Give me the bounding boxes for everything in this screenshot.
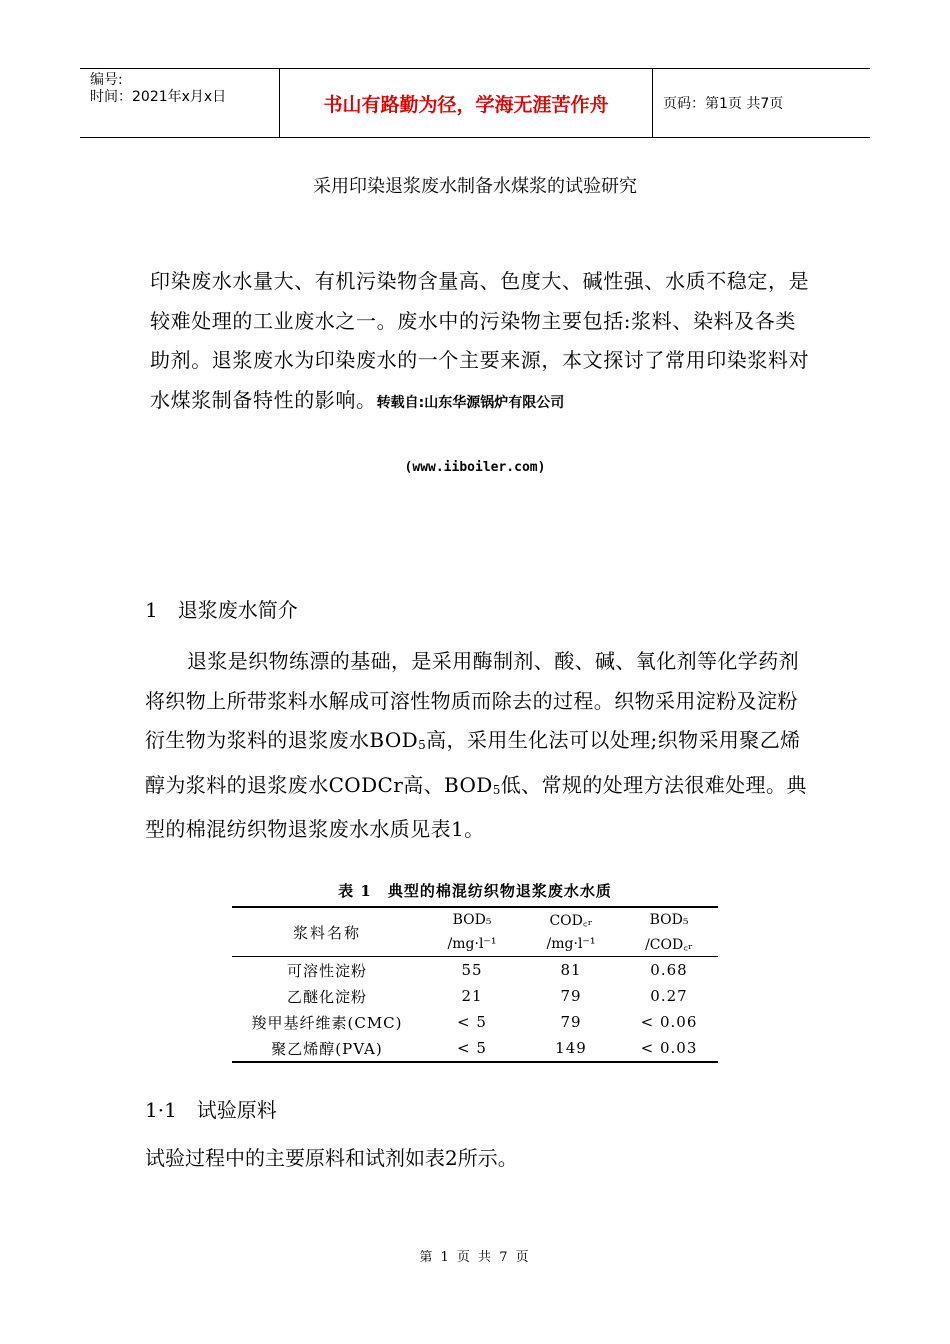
section-heading-1: 1 退浆废水简介 [145, 598, 298, 622]
header-number: 编号: [90, 72, 123, 88]
table-1 [232, 878, 718, 1063]
cell-ratio: 0.27 [650, 987, 688, 1005]
subscript-5: 5 [492, 782, 501, 797]
table-row [232, 1035, 718, 1062]
header-motto: 书山有路勤为径，学海无涯苦作舟 [280, 69, 653, 137]
header-page-info: 页码：第1页 共7页 [663, 96, 784, 112]
page-footer: 第 1 页 共 7 页 [419, 1250, 531, 1265]
table-row [232, 957, 718, 984]
col-name-header: 浆料名称 [292, 923, 361, 942]
table-row [232, 1009, 718, 1035]
page-header [80, 68, 870, 138]
section-1-paragraph [145, 642, 810, 850]
col-cod-unit: /mg·l⁻¹ [546, 936, 596, 952]
cell-cod: 81 [560, 961, 582, 979]
cell-bod: 55 [461, 961, 483, 979]
cell-bod: < 5 [457, 1013, 487, 1031]
paragraph-text-2: 高，采用生化法可以处理;织物采用聚乙烯醇为浆料的退浆废水CODCr高、BOD [145, 728, 801, 797]
cell-cod: 149 [555, 1039, 587, 1057]
paragraph-text-3: 低、常规的处理方法很难处理。典型的棉混纺织物退浆废水水质见表1。 [145, 772, 807, 841]
source-label: 转载自:山东华源锅炉有限公司 [376, 394, 565, 411]
subscript-5: 5 [418, 738, 427, 752]
cell-name: 乙醚化淀粉 [286, 987, 367, 1006]
col-bod-header: BOD₅ [452, 912, 492, 928]
abstract-paragraph [150, 262, 810, 423]
header-time: 时间：2021年x月x日 [90, 89, 227, 105]
col-ratio-unit: /COD꜀ᵣ [645, 936, 693, 953]
cell-ratio: 0.68 [650, 961, 688, 979]
cell-name: 聚乙烯醇(PVA) [271, 1039, 383, 1058]
cell-bod: < 5 [457, 1039, 487, 1057]
cell-cod: 79 [560, 987, 582, 1005]
col-ratio-header: BOD₅ [649, 912, 689, 928]
col-bod-unit: /mg·l⁻¹ [447, 936, 497, 952]
table-row [232, 983, 718, 1009]
abstract-text: 印染废水水量大、有机污染物含量高、色度大、碱性强、水质不稳定，是较难处理的工业废水之一。废水中的污染物主要包括:浆料、染料及各类助剂。退浆废水为印染废水的一个主要来源，本文探讨了常用印染浆料对水煤浆制备特性的影响。 [150, 269, 810, 412]
section-heading-1-1: 1·1 试验原料 [145, 1098, 277, 1122]
source-url: (www.iiboiler.com) [404, 460, 546, 475]
cell-ratio: < 0.03 [640, 1039, 698, 1057]
table-caption: 表 1 典型的棉混纺织物退浆废水水质 [338, 882, 612, 900]
table-header-row [232, 907, 718, 932]
cell-name: 羧甲基纤维素(CMC) [251, 1013, 403, 1032]
cell-ratio: < 0.06 [640, 1013, 698, 1031]
col-cod-header: COD꜀ᵣ [549, 912, 593, 929]
cell-name: 可溶性淀粉 [286, 961, 367, 980]
cell-cod: 79 [560, 1013, 582, 1031]
document-title: 采用印染退浆废水制备水煤浆的试验研究 [313, 176, 637, 197]
header-meta [80, 69, 280, 137]
water-quality-table [232, 906, 718, 1063]
section-1-1-paragraph: 试验过程中的主要原料和试剂如表2所示。 [145, 1146, 518, 1170]
paragraph-text-1: 退浆是织物练漂的基础，是采用酶制剂、酸、碱、氧化剂等化学药剂将织物上所带浆料水解成可溶性物质而除去的过程。织物采用淀粉及淀粉衍生物为浆料的退浆废水BOD [145, 649, 799, 752]
cell-bod: 21 [461, 987, 483, 1005]
